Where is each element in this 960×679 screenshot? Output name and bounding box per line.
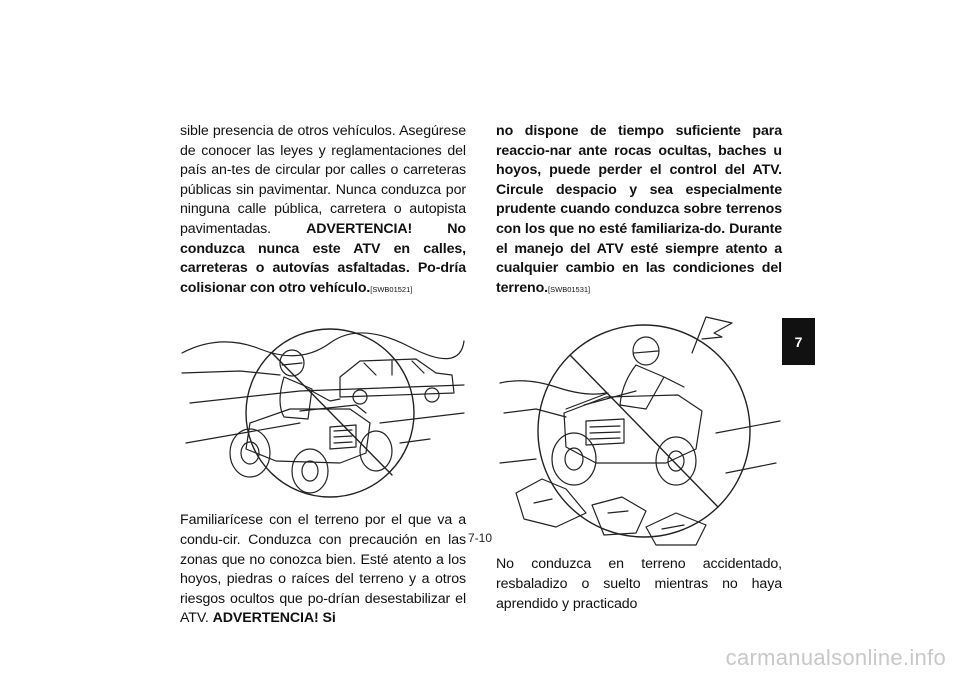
left-para1-text: sible presencia de otros vehículos. Asegúrese de conocer las leyes y reglamentaciones del país an-tes de circular por calles o carreteras públicas sin pavimentar. Nunca conduzca por ninguna calle pública, carretera o autopista pavimentadas. [180, 123, 466, 237]
left-paragraph-2 [180, 511, 466, 629]
left-para2-text: Familiarícese con el terreno por el que va a condu-cir. Conduzca con precaución en las zonas que no conozca bien. Esté atento a los hoyos, piedras o raíces del terreno y a otros riesgos ocultos que po-drían desestabilizar el ATV. [180, 512, 466, 627]
right-paragraph-1 [496, 122, 782, 299]
page-number: 7-10 [467, 531, 493, 545]
atv-rough-terrain-illustration [496, 313, 782, 547]
left-column [180, 122, 466, 629]
watermark: carmanualsonline.info [725, 645, 946, 670]
right-para1-code: [SWB01531] [548, 284, 591, 294]
left-para1-code: [SWB01521] [370, 284, 413, 294]
right-paragraph-2 [496, 555, 782, 614]
chapter-tab: 7 [782, 318, 815, 365]
atv-on-rough-terrain-prohibited-icon [496, 313, 782, 547]
left-para2-warning: ADVERTENCIA! Si [212, 610, 336, 627]
right-para1-warning: no dispone de tiempo suficiente para reaccio-nar ante rocas ocultas, baches u hoyos, puede perder el control del ATV. Circule despacio y sea especialmente prudente cuando conduzca sobre terrenos con los que no esté familiariza-do. Durante el manejo del ATV esté siempre atento a cualquier cambio en las condiciones del terreno. [496, 123, 782, 296]
atv-paved-road-illustration [180, 313, 466, 499]
atv-on-paved-road-prohibited-icon [180, 313, 466, 499]
right-para2-text: No conduzca en terreno accidentado, resbaladizo o suelto mientras no haya aprendido y practicado [496, 556, 782, 612]
left-para1-warning: ADVERTENCIA! No conduzca nunca este ATV en calles, carreteras o autovías asfaltadas. Po-dría colisionar con otro vehículo. [180, 220, 466, 296]
left-paragraph-1 [180, 122, 466, 299]
